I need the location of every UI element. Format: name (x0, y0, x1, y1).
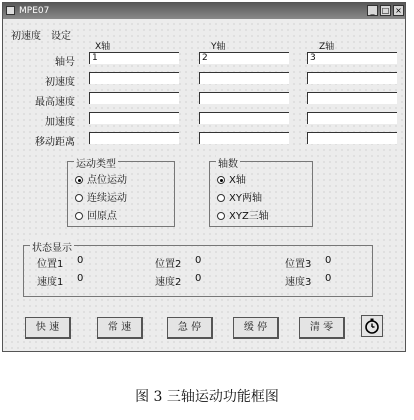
axis-number-x-field[interactable]: 1 (89, 52, 179, 64)
stopwatch-icon (362, 316, 382, 336)
row-label-move-distance: 移动距离 (35, 137, 75, 148)
initial-speed-x-field[interactable] (89, 72, 179, 84)
slow-stop-button[interactable]: 缓 停 (233, 317, 279, 339)
app-icon (6, 6, 15, 15)
motion-type-title: 运动类型 (74, 155, 118, 170)
acceleration-z-field[interactable] (307, 112, 397, 124)
status-speed-2-value: 0 (195, 273, 202, 284)
radio-selected-icon[interactable] (75, 176, 83, 184)
status-position-2-value: 0 (195, 255, 202, 266)
radio-icon[interactable] (217, 194, 225, 202)
app-window (2, 2, 406, 352)
close-button[interactable]: × (393, 5, 404, 16)
option-label: XYZ三轴 (229, 211, 269, 222)
status-position-1-value: 0 (77, 255, 84, 266)
radio-icon[interactable] (75, 194, 83, 202)
option-label: XY两轴 (229, 193, 262, 204)
status-speed-3-label: 速度3 (285, 277, 312, 288)
row-label-acceleration: 加速度 (45, 117, 75, 128)
window-title: MPE07 (19, 6, 50, 16)
option-label: X轴 (229, 175, 246, 186)
axis-count-option-xy[interactable] (217, 189, 262, 204)
acceleration-x-field[interactable] (89, 112, 179, 124)
initial-speed-z-field[interactable] (307, 72, 397, 84)
status-position-1-label: 位置1 (37, 259, 64, 270)
radio-icon[interactable] (75, 212, 83, 220)
status-speed-1-label: 速度1 (37, 277, 64, 288)
move-distance-x-field[interactable] (89, 132, 179, 144)
status-speed-3-value: 0 (325, 273, 332, 284)
status-position-3-value: 0 (325, 255, 332, 266)
axis-header-x: X轴 (95, 42, 111, 52)
move-distance-z-field[interactable] (307, 132, 397, 144)
timer-button[interactable] (361, 315, 383, 337)
title-bar (3, 3, 405, 19)
status-speed-1-value: 0 (77, 273, 84, 284)
fast-button[interactable]: 快 速 (25, 317, 71, 339)
motion-type-option-continuous[interactable] (75, 189, 127, 204)
status-speed-2-label: 速度2 (155, 277, 182, 288)
axis-header-y: Y轴 (211, 42, 226, 52)
radio-selected-icon[interactable] (217, 176, 225, 184)
row-label-axis-number: 轴号 (55, 57, 75, 68)
section-label-settings: 设定 (51, 31, 71, 42)
axis-header-z: Z轴 (319, 42, 335, 52)
status-title: 状态显示 (30, 239, 74, 254)
axis-count-title: 轴数 (216, 155, 240, 170)
maximize-button[interactable]: □ (381, 6, 390, 15)
status-position-2-label: 位置2 (155, 259, 182, 270)
status-position-3-label: 位置3 (285, 259, 312, 270)
motion-type-option-home[interactable] (75, 207, 117, 222)
max-speed-x-field[interactable] (89, 92, 179, 104)
minimize-button[interactable]: _ (367, 5, 378, 16)
initial-speed-y-field[interactable] (199, 72, 289, 84)
section-label-initial-speed: 初速度 (11, 31, 41, 42)
max-speed-z-field[interactable] (307, 92, 397, 104)
row-label-max-speed: 最高速度 (35, 97, 75, 108)
max-speed-y-field[interactable] (199, 92, 289, 104)
status-group (23, 245, 373, 297)
emergency-stop-button[interactable]: 急 停 (167, 317, 213, 339)
option-label: 点位运动 (87, 175, 127, 186)
axis-count-option-xyz[interactable] (217, 207, 269, 222)
row-label-initial-speed: 初速度 (45, 77, 75, 88)
normal-speed-button[interactable]: 常 速 (97, 317, 143, 339)
move-distance-y-field[interactable] (199, 132, 289, 144)
option-label: 回原点 (87, 211, 117, 222)
option-label: 连续运动 (87, 193, 127, 204)
axis-number-y-field[interactable]: 2 (199, 52, 289, 64)
acceleration-y-field[interactable] (199, 112, 289, 124)
radio-icon[interactable] (217, 212, 225, 220)
motion-type-option-point[interactable] (75, 171, 127, 186)
figure-caption: 图 3 三轴运动功能框图 (135, 389, 279, 405)
axis-number-z-field[interactable]: 3 (307, 52, 397, 64)
clear-button[interactable]: 清 零 (299, 317, 345, 339)
axis-count-option-x[interactable] (217, 171, 246, 186)
